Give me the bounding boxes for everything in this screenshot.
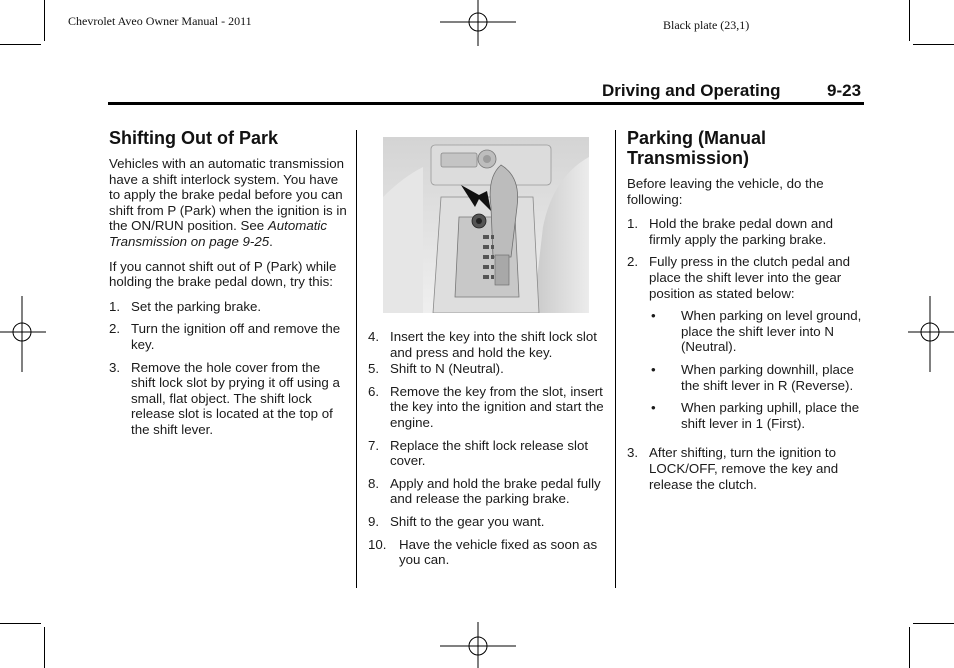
steps-list: [368, 329, 604, 568]
column-2: [368, 329, 604, 575]
paragraph: Before leaving the vehicle, do the following:: [627, 176, 824, 207]
steps-list: [109, 299, 347, 438]
crop-mark: [913, 623, 954, 624]
crop-mark: [0, 44, 41, 45]
list-item: 1. Set the parking brake.: [109, 298, 262, 314]
list-item: 2. Turn the ignition off and remove the key.: [109, 321, 341, 352]
paragraph: If you cannot shift out of P (Park) while holding the brake pedal down, try this:: [109, 258, 337, 290]
registration-mark-left: [0, 296, 46, 372]
crop-mark: [909, 0, 910, 41]
registration-mark-top: [440, 0, 516, 48]
section-heading: Parking (Manual Transmission): [627, 128, 767, 168]
bullet-item: • When parking downhill, place the shift lever in R (Reverse).: [651, 361, 854, 393]
bullet-icon: •: [651, 308, 656, 324]
list-item: 10. Have the vehicle fixed as soon as you can.: [368, 536, 598, 568]
shift-lock-illustration: [383, 137, 589, 313]
page-number: 9-23: [827, 81, 862, 100]
column-divider: [615, 130, 616, 588]
list-item: 5. Shift to N (Neutral).: [368, 361, 504, 377]
crop-mark: [0, 623, 41, 624]
crop-mark: [44, 0, 45, 41]
crop-mark: [44, 627, 45, 668]
header-rule: [108, 102, 864, 105]
list-item: 6. Remove the key from the slot, insert the key into the ignition and start the engine.: [368, 383, 604, 430]
list-item: 1. Hold the brake pedal down and firmly apply the parking brake.: [627, 216, 834, 247]
list-item: 3. After shifting, turn the ignition to LOCK/OFF, remove the key and release the clutch.: [627, 445, 839, 492]
bullet-icon: •: [651, 400, 656, 416]
console-slot: [441, 153, 477, 167]
registration-mark-right: [908, 296, 954, 372]
column-3: [627, 128, 865, 499]
steps-list: [627, 216, 865, 492]
list-item: 7. Replace the shift lock release slot cover.: [368, 437, 589, 469]
knob-center: [483, 155, 491, 163]
list-item: 8. Apply and hold the brake pedal fully and release the parking brake.: [368, 475, 601, 507]
slug-right: Black plate (23,1): [663, 18, 750, 32]
column-1: [109, 128, 347, 445]
list-item: 4. Insert the key into the shift lock slot and press and hold the key.: [368, 329, 597, 360]
list-item: 3. Remove the hole cover from the shift lock slot by prying it off using a small, flat object. The shift lock release slot is located at the top of the shift lever.: [109, 359, 340, 437]
slug-left: Chevrolet Aveo Owner Manual - 2011: [68, 14, 252, 28]
bullet-icon: •: [651, 361, 656, 377]
paragraph: Vehicles with an automatic transmission have a shift interlock system. You have to apply the brake pedal before you can shift from P (Park) when the ignition is in the ON/RUN position. See Automatic Transmission on page 9-25.: [109, 156, 347, 249]
column-divider: [356, 130, 357, 588]
section-title: Driving and Operating: [602, 81, 781, 100]
list-item: 2. Fully press in the clutch pedal and place the shift lever into the gear position as stated below: • When parking on level ground, place the shift lever into N (Neutral). • When parking downhill, place the shift lever in R (Reverse). • When parking uphill, place the shift lever in 1 (First).: [627, 254, 865, 438]
registration-mark-bottom: [440, 622, 516, 668]
bullet-item: • When parking uphill, place the shift lever in 1 (First).: [651, 400, 860, 431]
shift-lever-shaft: [495, 255, 509, 285]
list-item: 9. Shift to the gear you want.: [368, 513, 545, 529]
crop-mark: [913, 44, 954, 45]
shift-lock-slot-center: [476, 218, 482, 224]
bullet-item: • When parking on level ground, place the shift lever into N (Neutral).: [651, 308, 862, 355]
crop-mark: [909, 627, 910, 668]
section-heading: Shifting Out of Park: [109, 128, 278, 148]
cross-reference-link: Automatic Transmission on page 9-25: [109, 218, 328, 249]
